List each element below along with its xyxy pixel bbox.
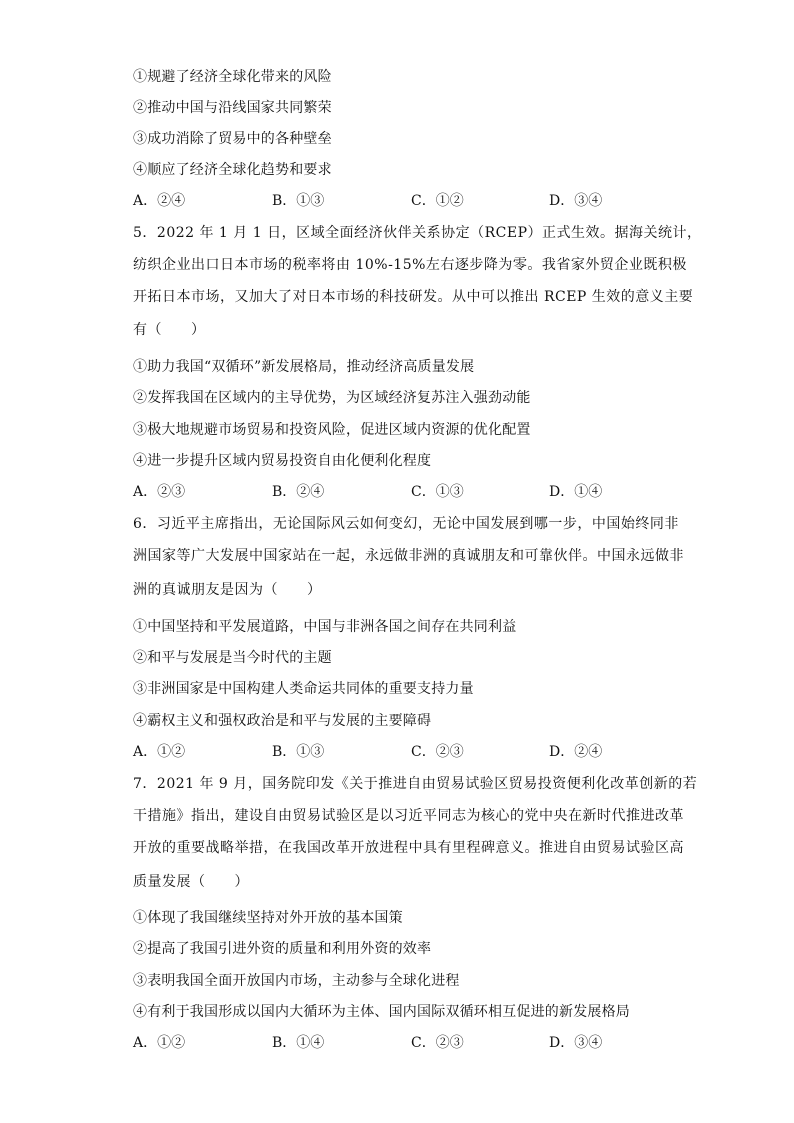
q7-stem-line-1: 7．2021 年 9 月，国务院印发《关于推进自由贸易试验区贸易投资便利化改革创新的若 bbox=[133, 776, 698, 792]
q5-answer-choices bbox=[133, 482, 673, 502]
q4-choice-b: B．①③ bbox=[272, 193, 325, 209]
q7-option-3: ③表明我国全面开放国内市场，主动参与全球化进程 bbox=[133, 973, 460, 989]
q4-option-3: ③成功消除了贸易中的各种壁垒 bbox=[133, 131, 332, 147]
q7-option-4: ④有利于我国形成以国内大循环为主体、国内国际双循环相互促进的新发展格局 bbox=[133, 1004, 630, 1020]
q5-stem-line-1: 5．2022 年 1 月 1 日，区域全面经济伙伴关系协定（RCEP）正式生效。据海关统计， bbox=[133, 225, 702, 241]
q5-option-3: ③极大地规避市场贸易和投资风险，促进区域内资源的优化配置 bbox=[133, 422, 531, 438]
q6-choice-a: A．①② bbox=[133, 744, 186, 760]
q6-stem-line-2: 洲国家等广大发展中国家站在一起，永远做非洲的真诚朋友和可靠伙伴。中国永远做非 bbox=[133, 548, 684, 564]
q5-option-2: ②发挥我国在区域内的主导优势，为区域经济复苏注入强劲动能 bbox=[133, 390, 531, 406]
q4-choice-a: A．②④ bbox=[133, 193, 186, 209]
q5-choice-b: B．②④ bbox=[272, 484, 325, 500]
q6-choice-c: C．②③ bbox=[411, 744, 464, 760]
q5-option-1: ①助力我国“双循环”新发展格局，推动经济高质量发展 bbox=[133, 359, 475, 375]
q5-option-4: ④进一步提升区域内贸易投资自由化便利化程度 bbox=[133, 453, 432, 469]
q4-option-4: ④顺应了经济全球化趋势和要求 bbox=[133, 162, 332, 178]
q6-option-4: ④霸权主义和强权政治是和平与发展的主要障碍 bbox=[133, 713, 432, 729]
q7-choice-d: D．③④ bbox=[549, 1035, 603, 1051]
q5-stem-line-2: 纺织企业出口日本市场的税率将由 10%-15%左右逐步降为零。我省家外贸企业既积极 bbox=[133, 257, 687, 273]
q6-choice-d: D．②④ bbox=[549, 744, 603, 760]
q7-answer-choices bbox=[133, 1033, 673, 1053]
q6-stem-line-3: 洲的真诚朋友是因为（ ） bbox=[133, 582, 322, 598]
q6-stem-line-1: 6．习近平主席指出，无论国际风云如何变幻，无论中国发展到哪一步，中国始终同非 bbox=[133, 516, 679, 532]
q6-answer-choices bbox=[133, 742, 673, 762]
q6-option-3: ③非洲国家是中国构建人类命运共同体的重要支持力量 bbox=[133, 681, 474, 697]
q7-stem-line-4: 质量发展（ ） bbox=[133, 874, 249, 890]
q5-choice-c: C．①③ bbox=[411, 484, 464, 500]
q7-option-1: ①体现了我国继续坚持对外开放的基本国策 bbox=[133, 910, 403, 926]
q5-choice-d: D．①④ bbox=[549, 484, 603, 500]
q5-choice-a: A．②③ bbox=[133, 484, 186, 500]
q4-option-1: ①规避了经济全球化带来的风险 bbox=[133, 69, 332, 85]
q7-option-2: ②提高了我国引进外资的质量和利用外资的效率 bbox=[133, 941, 432, 957]
q5-stem-line-4: 有（ ） bbox=[133, 322, 206, 338]
q4-choice-d: D．③④ bbox=[549, 193, 603, 209]
q6-option-2: ②和平与发展是当今时代的主题 bbox=[133, 650, 332, 666]
q4-choice-c: C．①② bbox=[411, 193, 464, 209]
q7-stem-line-3: 开放的重要战略举措，在我国改革开放进程中具有里程碑意义。推进自由贸易试验区高 bbox=[133, 840, 684, 856]
q7-choice-c: C．②③ bbox=[411, 1035, 464, 1051]
q5-stem-line-3: 开拓日本市场，又加大了对日本市场的科技研发。从中可以推出 RCEP 生效的意义主要 bbox=[133, 289, 694, 305]
q7-choice-b: B．①④ bbox=[272, 1035, 325, 1051]
q6-choice-b: B．①③ bbox=[272, 744, 325, 760]
q4-answer-choices bbox=[133, 191, 673, 211]
q4-option-2: ②推动中国与沿线国家共同繁荣 bbox=[133, 100, 332, 116]
q7-stem-line-2: 干措施》指出，建设自由贸易试验区是以习近平同志为核心的党中央在新时代推进改革 bbox=[133, 808, 684, 824]
q6-option-1: ①中国坚持和平发展道路，中国与非洲各国之间存在共同利益 bbox=[133, 619, 517, 635]
q7-choice-a: A．①② bbox=[133, 1035, 186, 1051]
